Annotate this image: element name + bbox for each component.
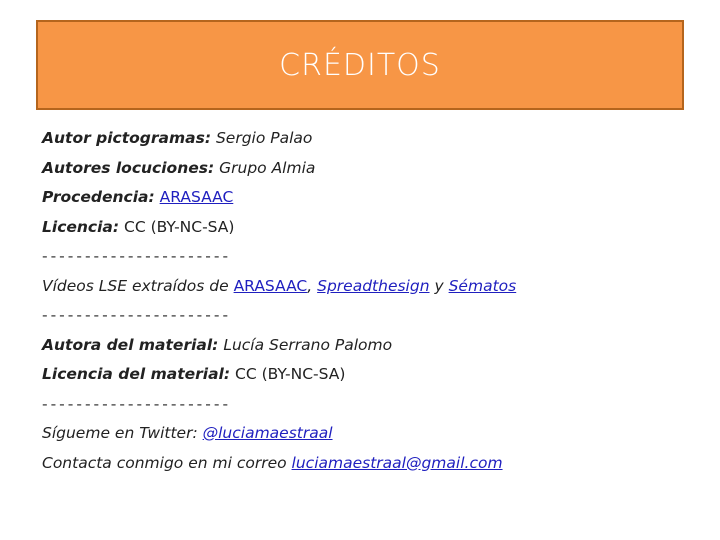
material-license-label: Licencia del material: bbox=[42, 365, 231, 383]
credits-body bbox=[42, 124, 682, 478]
credit-line-license bbox=[42, 213, 682, 243]
credit-line-twitter bbox=[42, 419, 682, 449]
source-label: Procedencia: bbox=[42, 188, 155, 206]
separator-dashes: ---------------------- bbox=[42, 247, 232, 265]
credit-line-videos bbox=[42, 272, 682, 302]
videos-comma: , bbox=[307, 276, 313, 295]
page-title: CRÉDITOS bbox=[279, 47, 441, 83]
email-link[interactable]: luciamaestraal@gmail.com bbox=[291, 453, 503, 472]
material-license-value: CC (BY-NC-SA) bbox=[235, 365, 346, 383]
pictograms-author-label: Autor pictogramas: bbox=[42, 129, 212, 147]
voices-author-value: Grupo Almia bbox=[219, 158, 316, 177]
separator-1 bbox=[42, 242, 682, 272]
videos-arasaac-link[interactable]: ARASAAC bbox=[233, 276, 308, 295]
voices-author-label: Autores locuciones: bbox=[42, 158, 215, 177]
separator-2 bbox=[42, 301, 682, 331]
pictograms-author-value: Sergio Palao bbox=[215, 129, 313, 147]
sematos-link[interactable]: Sématos bbox=[448, 276, 517, 295]
credit-line-material-author bbox=[42, 331, 682, 361]
email-text: Contacta conmigo en mi correo bbox=[42, 453, 287, 472]
source-arasaac-link[interactable]: ARASAAC bbox=[159, 188, 234, 206]
twitter-handle-link[interactable]: @luciamaestraal bbox=[202, 424, 333, 442]
license-label: Licencia: bbox=[42, 217, 120, 236]
credit-line-email bbox=[42, 449, 682, 479]
license-value: CC (BY-NC-SA) bbox=[124, 217, 235, 236]
title-banner bbox=[36, 20, 684, 110]
material-author-label: Autora del material: bbox=[42, 335, 219, 354]
videos-text: Vídeos LSE extraídos de bbox=[42, 276, 229, 295]
videos-and: y bbox=[434, 276, 444, 295]
separator-dashes: ---------------------- bbox=[42, 394, 232, 413]
material-author-value: Lucía Serrano Palomo bbox=[223, 335, 393, 354]
credit-line-voices bbox=[42, 154, 682, 184]
spreadthesign-link[interactable]: Spreadthesign bbox=[317, 276, 430, 295]
twitter-text: Sígueme en Twitter: bbox=[42, 424, 198, 442]
credit-line-material-license bbox=[42, 360, 682, 390]
credit-line-pictograms bbox=[42, 124, 682, 154]
separator-dashes: ---------------------- bbox=[42, 306, 232, 324]
credit-line-source bbox=[42, 183, 682, 213]
separator-3 bbox=[42, 390, 682, 420]
